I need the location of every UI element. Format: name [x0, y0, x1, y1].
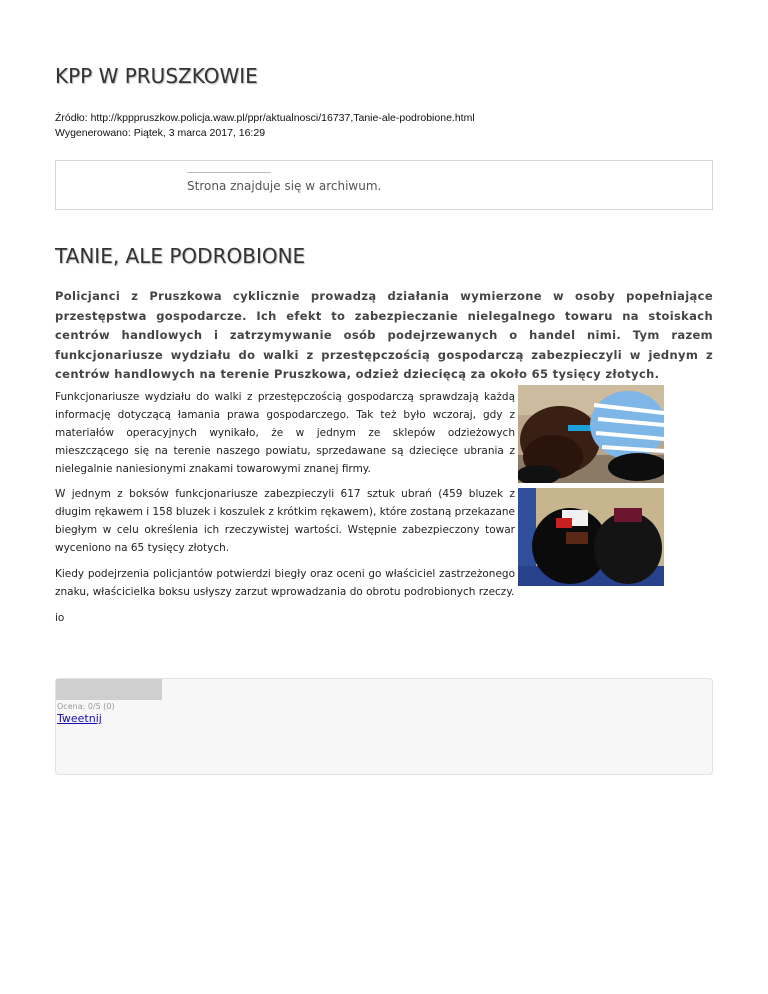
- rating-stars[interactable]: [56, 679, 162, 700]
- article-lead: Policjanci z Pruszkowa cyklicznie prowadzą działania wymierzone w osoby popełniające przestępstwa gospodarcze. Ich efekt to zabezpieczanie nielegalnego towaru na stoiskach centrów handlowych i zatrzymywanie osób podejrzewanych o handel nimi. Tym razem funkcjonariusze wydziału do walki z przestępczością gospodarczą zabezpieczyli w jednym z centrów handlowych na terenie Pruszkowa, odzież dziecięcą za około 65 tysięcy złotych.: [55, 289, 713, 381]
- article-title: TANIE, ALE PODROBIONE: [55, 244, 306, 268]
- article-paragraph: W jednym z boksów funkcjonariusze zabezpieczyli 617 sztuk ubrań (459 bluzek z długim rękawem i 158 bluzek i koszulek z krótkim rękawem), które zostaną przekazane biegłym w celu określenia ich rzeczywistej wartości. Wstępnie zabezpieczony towar wyceniono na 65 tysięcy złotych.: [55, 488, 515, 554]
- article-paragraph: Kiedy podejrzenia policjantów potwierdzi biegły oraz oceni go właściciel zastrzeżonego znaku, właścicielka boksu usłyszy zarzut wprowadzania do obrotu podrobionych rzeczy.: [55, 568, 515, 598]
- article-paragraph: Funkcjonariusze wydziału do walki z przestępczością gospodarczą sprawdzają każdą informację dotyczącą łamania prawa gospodarczego. Tak też było wczoraj, gdy z materiałów operacyjnych wynikało, że w jednym ze sklepów odzieżowych mieszczącego się na terenie naszego powiatu, sprzedawane są dziecięce ubrania z nielegalnie naniesionymi znakami towarowymi znanej firmy.: [55, 391, 515, 475]
- source-line: Źródło: http://kpppruszkow.policja.waw.pl/ppr/aktualnosci/16737,Tanie-ale-podrobione.html: [55, 112, 475, 124]
- seized-clothing-photo-1[interactable]: [518, 385, 664, 483]
- site-title: KPP W PRUSZKOWIE: [55, 64, 258, 88]
- article-footer: [55, 678, 713, 775]
- generated-line: Wygenerowano: Piątek, 3 marca 2017, 16:29: [55, 127, 266, 139]
- tweet-link[interactable]: Tweetnij: [57, 712, 102, 725]
- article-photos: [518, 385, 664, 591]
- archive-notice: Strona znajduje się w archiwum.: [187, 179, 382, 193]
- author-signature: io: [55, 612, 65, 624]
- seized-clothing-photo-2[interactable]: [518, 488, 664, 586]
- archive-notice-box: [55, 160, 713, 210]
- document-meta: [55, 111, 475, 141]
- archive-divider: [187, 172, 271, 173]
- rating-text: Ocena: 0/5 (0): [57, 702, 115, 711]
